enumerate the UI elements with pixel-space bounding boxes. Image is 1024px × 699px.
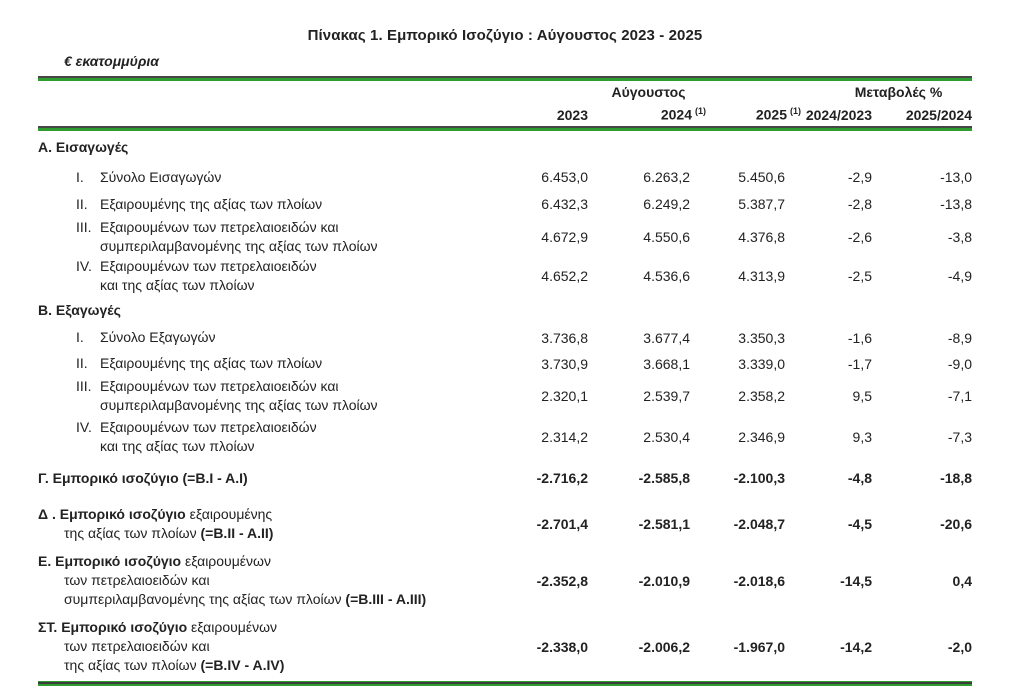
row-label-trade-balance-excl-ships: Δ . Εμπορικό ισοζύγιο εξαιρουμένης της αξίας των πλοίων (=B.II - A.II) <box>38 505 274 541</box>
change-2025-2024: 0,4 <box>952 572 972 589</box>
value-2024: 4.536,6 <box>643 268 690 284</box>
value-2024: 3.677,4 <box>643 329 690 346</box>
column-group-august: Αύγουστος <box>611 84 686 100</box>
value-2023: 2.320,1 <box>541 388 588 404</box>
change-2025-2024: -7,1 <box>947 388 972 404</box>
row-numeral: II. <box>76 355 88 371</box>
value-2025: 5.450,6 <box>738 169 785 185</box>
value-2024: 6.249,2 <box>643 196 690 212</box>
change-2025-2024: -3,8 <box>947 228 972 245</box>
change-2024-2023: -4,8 <box>847 470 872 486</box>
footnote-marker: (1) <box>790 106 801 117</box>
table-row <box>38 498 972 549</box>
value-2023: 6.453,0 <box>541 169 588 185</box>
table-row <box>38 103 972 126</box>
table-container <box>38 76 972 686</box>
value-2024: 4.550,6 <box>643 228 690 245</box>
value-2025: -2.048,7 <box>733 515 785 532</box>
value-2024: 2.539,7 <box>643 388 690 404</box>
row-label-imports-excl-oil: III. Εξαιρουμένων των πετρελαιοειδών και συμπεριλαμβανομένης της αξίας των πλοίων <box>76 218 378 254</box>
table-row <box>38 458 972 498</box>
change-2024-2023: -2,9 <box>847 169 872 185</box>
row-numeral: III. <box>76 218 92 235</box>
value-2025: -2.018,6 <box>733 572 785 589</box>
value-2023: -2.716,2 <box>536 470 588 486</box>
table-row <box>38 296 972 324</box>
value-2024: -2.006,2 <box>638 638 690 655</box>
row-label-imports-excl-ships: II. Εξαιρουμένης της αξίας των πλοίων <box>76 195 323 212</box>
value-2024: 3.668,1 <box>643 355 690 372</box>
table-row <box>38 81 972 103</box>
change-2025-2024: -9,0 <box>947 355 972 372</box>
change-2025-2024: -8,9 <box>947 329 972 346</box>
column-header-2025: 2025 $^{(1)}$ <box>755 106 801 123</box>
row-numeral: II. <box>76 195 88 212</box>
change-2024-2023: -4,5 <box>847 515 872 532</box>
value-2024: 6.263,2 <box>643 169 690 185</box>
column-header-2023: 2023 <box>556 106 588 123</box>
column-header-2024-2023: 2024/2023 <box>805 106 872 123</box>
table-row <box>38 416 972 458</box>
row-label-exports-excl-ships: II. Εξαιρουμένης της αξίας των πλοίων <box>76 355 323 371</box>
value-2023: 3.736,8 <box>541 329 588 346</box>
value-2025: 3.339,0 <box>738 355 785 372</box>
section-heading-imports: Α. Εισαγωγές <box>38 139 129 155</box>
column-header-2025-2024: 2025/2024 <box>905 106 972 123</box>
change-2024-2023: -14,2 <box>840 638 872 655</box>
change-2024-2023: -1,7 <box>847 355 872 372</box>
change-2024-2023: -2,6 <box>847 228 872 245</box>
table-row <box>38 131 972 163</box>
change-2025-2024: -13,8 <box>940 196 972 212</box>
change-2024-2023: -1,6 <box>847 329 872 346</box>
value-2023: -2.338,0 <box>536 638 588 655</box>
table-row <box>38 351 972 376</box>
table-row <box>38 256 972 296</box>
row-label-imports-total: I. Σύνολο Εισαγωγών <box>76 168 222 185</box>
empty-header-cell <box>38 103 498 126</box>
row-label-trade-balance-excl-oil-ships: ΣΤ. Εμπορικό ισοζύγιο εξαιρουμένων των πετρελαιοειδών και της αξίας των πλοίων (=B.IV - A.IV) <box>38 619 285 673</box>
value-2025: 5.387,7 <box>738 196 785 212</box>
table-row <box>38 163 972 191</box>
table-row <box>38 549 972 612</box>
row-label-exports-total: I. Σύνολο Εξαγωγών <box>76 329 216 345</box>
change-2024-2023: -2,5 <box>847 268 872 284</box>
change-2025-2024: -7,3 <box>947 429 972 445</box>
row-label-imports-excl-oil-ships: IV. Εξαιρουμένων των πετρελαιοειδών και της αξίας των πλοίων <box>76 258 317 293</box>
change-2025-2024: -13,0 <box>940 169 972 185</box>
value-2023: 4.672,9 <box>541 228 588 245</box>
value-2024: -2.010,9 <box>638 572 690 589</box>
column-header-2024: 2024 $^{(1)}$ <box>660 106 706 123</box>
value-2025: 4.376,8 <box>738 228 785 245</box>
value-2025: -2.100,3 <box>733 470 785 486</box>
row-numeral: IV. <box>76 258 92 274</box>
value-2025: 4.313,9 <box>738 268 785 284</box>
change-2024-2023: -2,8 <box>847 196 872 212</box>
row-label-exports-excl-oil: III. Εξαιρουμένων των πετρελαιοειδών και συμπεριλαμβανομένης της αξίας των πλοίων <box>76 378 378 413</box>
footnote-marker: (1) <box>695 106 706 117</box>
value-2023: 2.314,2 <box>541 429 588 445</box>
empty-header-cell <box>38 81 498 103</box>
change-2024-2023: -14,5 <box>840 572 872 589</box>
value-2025: 2.346,9 <box>738 429 785 445</box>
value-2023: -2.352,8 <box>536 572 588 589</box>
table-row <box>38 324 972 351</box>
row-numeral: I. <box>76 329 84 345</box>
value-2025: -1.967,0 <box>733 638 785 655</box>
value-2023: 6.432,3 <box>541 196 588 212</box>
row-numeral: I. <box>76 168 84 185</box>
change-2024-2023: 9,3 <box>852 429 872 445</box>
table-row <box>38 612 972 681</box>
trade-balance-table <box>38 76 972 686</box>
value-2024: -2.581,1 <box>638 515 690 532</box>
row-numeral: IV. <box>76 419 92 435</box>
value-2023: -2.701,4 <box>536 515 588 532</box>
value-2025: 2.358,2 <box>738 388 785 404</box>
bottom-divider <box>38 681 972 686</box>
section-heading-exports: Β. Εξαγωγές <box>38 302 121 318</box>
table-row <box>38 681 972 686</box>
value-2025: 3.350,3 <box>738 329 785 346</box>
change-2025-2024: -20,6 <box>940 515 972 532</box>
page-title: Πίνακας 1. Εμπορικό Ισοζύγιο : Αύγουστος 2023 - 2025 <box>307 27 703 44</box>
change-2025-2024: -4,9 <box>947 268 972 284</box>
change-2025-2024: -2,0 <box>947 638 972 655</box>
row-label-trade-balance: Γ. Εμπορικό ισοζύγιο (=B.I - A.I) <box>38 469 248 486</box>
value-2024: 2.530,4 <box>643 429 690 445</box>
column-group-changes: Μεταβολές % <box>854 84 943 100</box>
table-row <box>38 376 972 416</box>
row-label-exports-excl-oil-ships: IV. Εξαιρουμένων των πετρελαιοειδών και της αξίας των πλοίων <box>76 419 317 454</box>
row-numeral: III. <box>76 378 92 394</box>
table-row <box>38 191 972 217</box>
value-2024: -2.585,8 <box>638 470 690 486</box>
row-label-trade-balance-excl-oil: Ε. Εμπορικό ισοζύγιο εξαιρουμένων των πετρελαιοειδών και συμπεριλαμβανομένης της αξίας των πλοίων (=B.III - A.III) <box>38 553 427 607</box>
unit-label: € εκατομμύρια <box>64 53 159 69</box>
value-2023: 4.652,2 <box>541 268 588 284</box>
table-row <box>38 217 972 256</box>
change-2024-2023: 9,5 <box>852 388 872 404</box>
change-2025-2024: -18,8 <box>940 470 972 486</box>
value-2023: 3.730,9 <box>541 355 588 372</box>
